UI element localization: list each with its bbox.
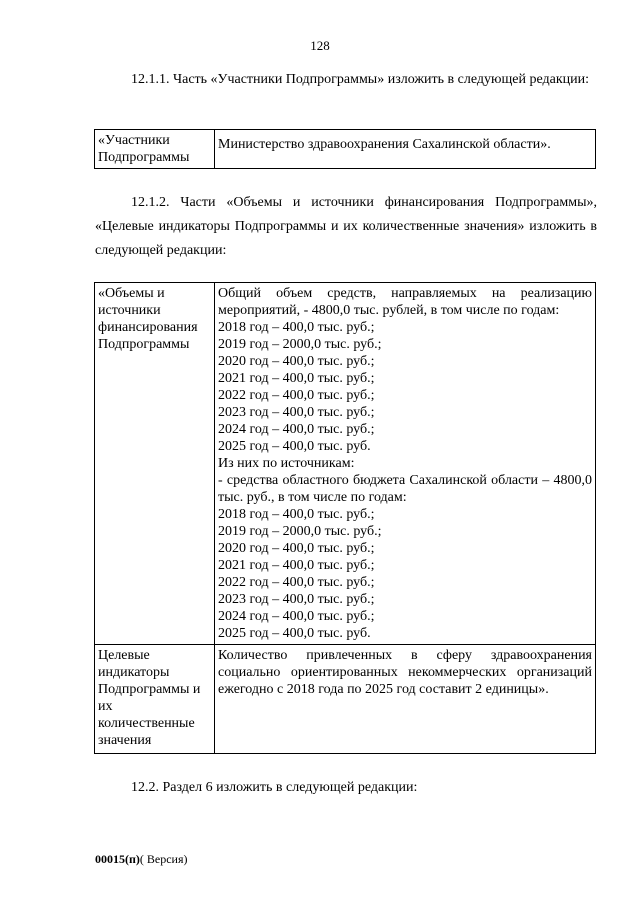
source-year-line: 2020 год – 400,0 тыс. руб.;: [218, 541, 375, 556]
funding-year-line: 2023 год – 400,0 тыс. руб.;: [218, 405, 375, 420]
funding-table: [94, 282, 596, 754]
page-number: 128: [310, 38, 330, 53]
source-year-line: 2018 год – 400,0 тыс. руб.;: [218, 507, 375, 522]
participants-table: [94, 129, 596, 169]
document-footer: [95, 852, 188, 867]
source-year-line: 2025 год – 400,0 тыс. руб.: [218, 626, 371, 641]
source-year-line: 2024 год – 400,0 тыс. руб.;: [218, 609, 375, 624]
paragraph-12-2: 12.2. Раздел 6 изложить в следующей редакции:: [131, 780, 418, 795]
paragraph-12-1-2: 12.1.2. Части «Объемы и источники финансирования Подпрограммы», «Целевые индикаторы Подпрограммы и их количественные значения» изложить в следующей редакции:: [95, 195, 597, 258]
source-year-line: 2021 год – 400,0 тыс. руб.;: [218, 558, 375, 573]
funding-intro: Общий объем средств, направляемых на реализацию мероприятий, - 4800,0 тыс. рублей, в том числе по годам:: [218, 286, 592, 318]
source-year-line: 2022 год – 400,0 тыс. руб.;: [218, 575, 375, 590]
table-row: [95, 130, 596, 169]
funding-year-line: 2020 год – 400,0 тыс. руб.;: [218, 354, 375, 369]
funding-label-cell: «Объемы и источники финансирования Подпрограммы: [95, 283, 215, 645]
sources-title: Из них по источникам:: [218, 456, 355, 471]
funding-year-line: 2021 год – 400,0 тыс. руб.;: [218, 371, 375, 386]
indicators-label-cell: Целевые индикаторы Подпрограммы и их количественные значения: [95, 645, 215, 754]
funding-year-line: 2018 год – 400,0 тыс. руб.;: [218, 320, 375, 335]
table-row: [95, 283, 596, 645]
funding-year-line: 2022 год – 400,0 тыс. руб.;: [218, 388, 375, 403]
funding-year-line: 2019 год – 2000,0 тыс. руб.;: [218, 337, 382, 352]
table-row: [95, 645, 596, 754]
paragraph-12-1-1: 12.1.1. Часть «Участники Подпрограммы» изложить в следующей редакции:: [131, 72, 589, 87]
funding-year-line: 2025 год – 400,0 тыс. руб.: [218, 439, 371, 454]
participants-value-cell: Министерство здравоохранения Сахалинской области».: [215, 130, 596, 169]
source-year-line: 2023 год – 400,0 тыс. руб.;: [218, 592, 375, 607]
version-label: ( Версия): [139, 852, 188, 866]
funding-value-cell: [215, 283, 596, 645]
funding-year-line: 2024 год – 400,0 тыс. руб.;: [218, 422, 375, 437]
participants-label-cell: «Участники Подпрограммы: [95, 130, 215, 169]
sources-intro: - средства областного бюджета Сахалинской области – 4800,0 тыс. руб., в том числе по годам:: [218, 473, 592, 505]
document-code: 00015(п): [95, 852, 140, 866]
indicators-value-cell: Количество привлеченных в сферу здравоохранения социально ориентированных некоммерческих организаций ежегодно с 2018 года по 2025 год составит 2 единицы».: [215, 645, 596, 754]
source-year-line: 2019 год – 2000,0 тыс. руб.;: [218, 524, 382, 539]
